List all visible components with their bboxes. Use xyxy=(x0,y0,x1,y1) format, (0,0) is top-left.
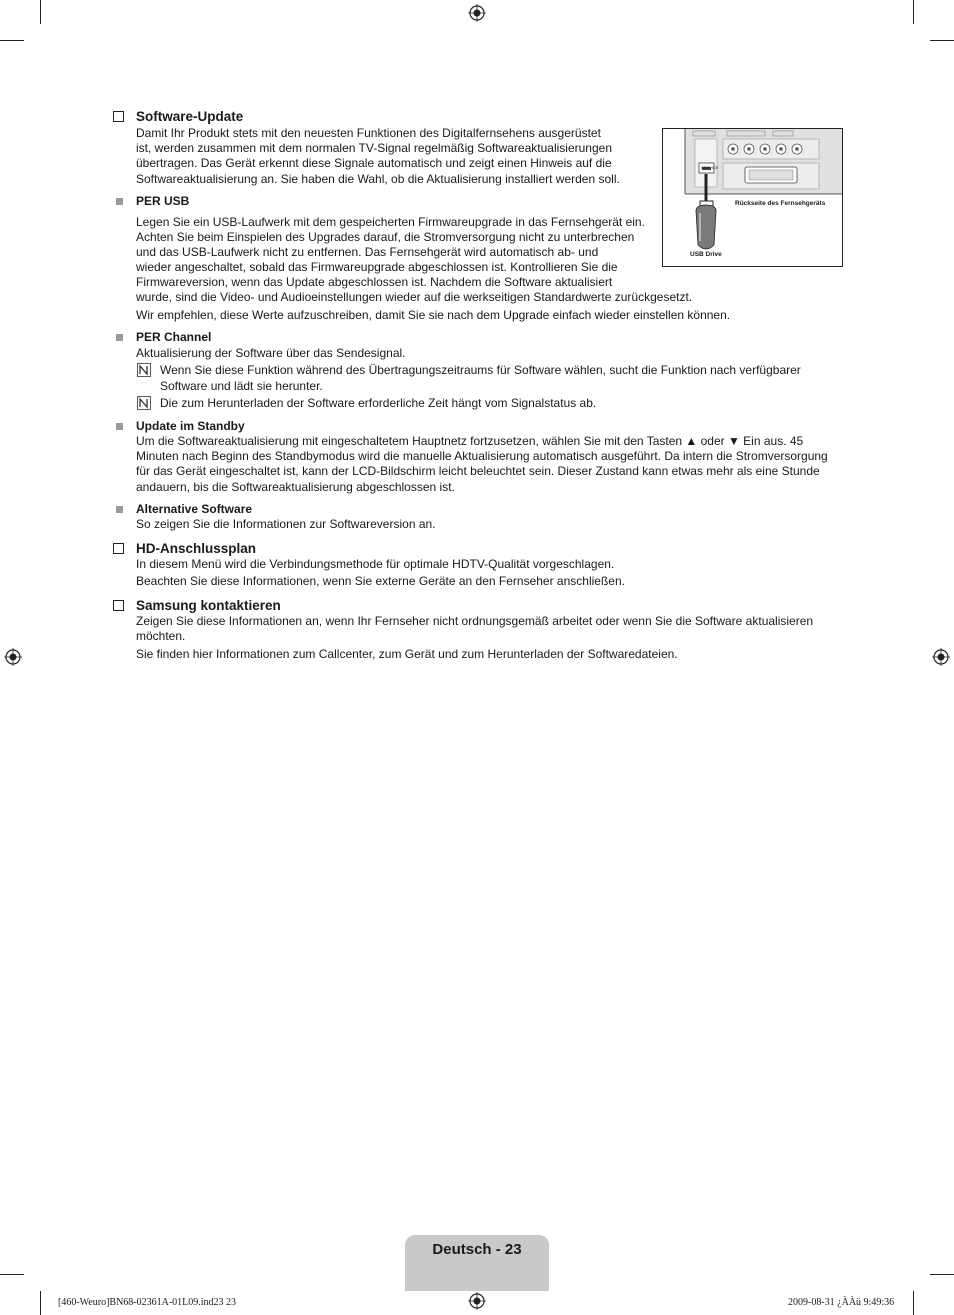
registration-mark-icon xyxy=(468,1292,486,1310)
paragraph-line: Achten Sie beim Einspielen des Upgrades darauf, die Stromversorgung nicht zu unterbrechen xyxy=(136,230,635,244)
paragraph-line: und das USB-Laufwerk nicht zu entfernen. Das Fernsehgerät wird automatisch ab- und xyxy=(136,245,599,259)
paragraph-line: übertragen. Das Gerät erkennt diese Signale automatisch und zeigt einen Hinweis auf die xyxy=(136,156,612,170)
paragraph-line: andauern, bis die Softwareaktualisierung abgeschlossen ist. xyxy=(136,480,455,494)
paragraph-line: für das Gerät eingeschaltet ist, kann der LCD-Bildschirm leicht beleuchtet sein. Dieser Zustand kann etwas mehr als eine Stunde xyxy=(136,464,820,478)
crop-mark xyxy=(913,0,914,24)
figure-caption-back: Rückseite des Fernsehgeräts xyxy=(735,200,826,207)
paragraph-line: wieder angeschaltet, sobald das Firmwareupgrade abgeschlossen ist. Kontrollieren Sie die xyxy=(136,260,618,274)
crop-mark xyxy=(40,0,41,24)
figure-caption-usb: USB Drive xyxy=(690,251,722,258)
registration-mark-icon xyxy=(4,648,22,666)
subsection-title-per-channel: PER Channel xyxy=(136,330,212,344)
usb-connection-figure xyxy=(662,128,843,267)
checkbox-bullet-icon xyxy=(113,543,124,554)
registration-mark-icon xyxy=(468,4,486,22)
paragraph-line: wurde, sind die Video- und Audioeinstellungen wieder auf die werkseitigen Standardwerte zurückgesetzt. xyxy=(136,290,693,304)
print-slug-right: 2009-08-31 ¿ÀÀü 9:49:36 xyxy=(788,1297,895,1308)
crop-mark xyxy=(930,1274,954,1275)
paragraph-line: Sie finden hier Informationen zum Callcenter, zum Gerät und zum Herunterladen der Softwaredateien. xyxy=(136,647,678,661)
tv-back-panel-illustration xyxy=(663,129,842,266)
crop-mark xyxy=(930,40,954,41)
square-bullet-icon xyxy=(116,334,123,341)
print-slug-left: [460-Weuro]BN68-02361A-01L09.ind23 23 xyxy=(58,1297,237,1308)
crop-mark xyxy=(0,40,24,41)
registration-mark-icon xyxy=(932,648,950,666)
paragraph-line: Aktualisierung der Software über das Sendesignal. xyxy=(136,346,406,360)
checkbox-bullet-icon xyxy=(113,600,124,611)
paragraph-line: Softwareaktualisierung an. Sie haben die Wahl, ob die Aktualisierung installiert werden soll. xyxy=(136,172,620,186)
paragraph-line: Um die Softwareaktualisierung mit eingeschaltetem Hauptnetz fortzusetzen, wählen Sie mit den Tasten ▲ oder ▼ Ein aus. 45 xyxy=(136,434,804,448)
paragraph-line: In diesem Menü wird die Verbindungsmethode für optimale HDTV-Qualität vorgeschlagen. xyxy=(136,557,615,571)
crop-mark xyxy=(40,1291,41,1315)
subsection-title-alternative: Alternative Software xyxy=(136,502,253,516)
section-title-hd-plan: HD-Anschlussplan xyxy=(136,541,257,556)
note-line: Software und lädt sie herunter. xyxy=(160,379,323,393)
paragraph-line: ist, werden zusammen mit dem normalen TV-Signal regelmäßig Softwareaktualisierungen xyxy=(136,141,612,155)
paragraph-line: Zeigen Sie diese Informationen an, wenn Ihr Fernseher nicht ordnungsgemäß arbeitet oder wenn Sie die Software aktualisieren xyxy=(136,614,814,628)
checkbox-bullet-icon xyxy=(113,111,124,122)
paragraph-line: Wir empfehlen, diese Werte aufzuschreiben, damit Sie sie nach dem Upgrade einfach wieder einstellen können. xyxy=(136,308,731,322)
port-label: SERVICE xyxy=(701,165,719,170)
subsection-title-standby: Update im Standby xyxy=(136,419,245,433)
note-line: Wenn Sie diese Funktion während des Übertragungszeitraums für Software wählen, sucht die Funktion nach verfügbarer xyxy=(160,363,801,377)
square-bullet-icon xyxy=(116,506,123,513)
paragraph-line: Beachten Sie diese Informationen, wenn Sie externe Geräte an den Fernseher anschließen. xyxy=(136,574,625,588)
paragraph-line: Firmwareversion, wenn das Update abgeschlossen ist. Nachdem die Software aktualisiert xyxy=(136,275,613,289)
note-icon xyxy=(137,363,151,377)
square-bullet-icon xyxy=(116,423,123,430)
paragraph-line: Legen Sie ein USB-Laufwerk mit dem gespeicherten Firmwareupgrade in das Fernsehgerät ein. xyxy=(136,215,645,229)
section-title-samsung: Samsung kontaktieren xyxy=(136,598,281,613)
crop-mark xyxy=(0,1274,24,1275)
square-bullet-icon xyxy=(116,198,123,205)
paragraph-line: möchten. xyxy=(136,629,186,643)
subsection-title-per-usb: PER USB xyxy=(136,194,190,208)
page-number: Deutsch - 23 xyxy=(432,1241,522,1258)
crop-mark xyxy=(913,1291,914,1315)
note-line: Die zum Herunterladen der Software erforderliche Zeit hängt vom Signalstatus ab. xyxy=(160,396,597,410)
paragraph-line: So zeigen Sie die Informationen zur Softwareversion an. xyxy=(136,517,436,531)
section-title-software-update: Software-Update xyxy=(136,109,244,124)
paragraph-line: Minuten nach Beginn des Standbymodus wird die manuelle Aktualisierung automatisch ausgeführt. Da intern die Stromversorgung xyxy=(136,449,828,463)
paragraph-line: Damit Ihr Produkt stets mit den neuesten Funktionen des Digitalfernsehens ausgerüstet xyxy=(136,126,601,140)
note-icon xyxy=(137,396,151,410)
